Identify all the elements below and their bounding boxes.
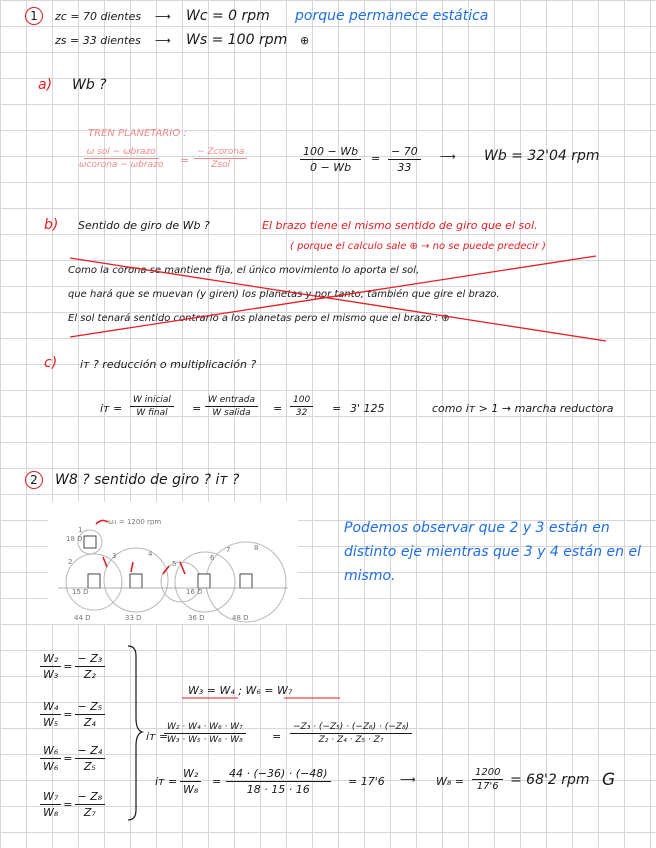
diagram-num-7: 7 (226, 546, 231, 554)
it1-rnum: −Z₃ · (−Z₅) · (−Z₆) · (−Z₈) (290, 722, 412, 734)
w8-den: 17'6 (476, 781, 499, 792)
eq-num: 100 − Wb (300, 145, 361, 160)
equalities-underline (180, 678, 360, 704)
eq-equals: = (371, 152, 381, 165)
equalities: W₃ = W₄ ; W₆ = W₇ (188, 684, 293, 697)
ratio-row (40, 700, 105, 729)
it-result: 3' 125 (350, 402, 385, 415)
ratio-den: W₃ (43, 668, 59, 681)
brace-icon (124, 644, 144, 824)
it-eq-1: = (192, 402, 202, 415)
ratio-row (40, 790, 105, 819)
zc-line: zc = 70 dientes (55, 10, 142, 23)
eq-den: 0 − Wb (310, 161, 352, 174)
ws-line: Ws = 100 rpm (186, 32, 288, 48)
crossed-line-3: El sol tenará sentido contrario a los planetas pero el mismo que el brazo : ⊕ (68, 313, 450, 324)
it1-num: W₂ · W₄ · W₆ · W₇ (164, 722, 246, 734)
tren-den: ωcorona − ωbrazo (79, 160, 164, 170)
crossed-line-1: Como la corona se mantiene fija, el único movimiento lo aporta el sol, (68, 265, 420, 276)
it1-equals: = (272, 730, 282, 743)
it2-result: = 17'6 (348, 775, 385, 788)
arrow-icon: ⟶ (155, 10, 171, 23)
it2-equals: = (212, 775, 222, 788)
w8-num: 1200 (472, 767, 503, 780)
it-fraction-1 (130, 395, 174, 418)
ratio-den: W₈ (43, 806, 59, 819)
ratio-equals: = (63, 798, 73, 811)
diagram-num-4: 4 (148, 550, 153, 558)
ratio-equals: = (63, 660, 73, 673)
ratio-rnum: − Z₅ (75, 700, 106, 715)
it-num-3: 100 (290, 395, 313, 407)
w8-sign: G (602, 770, 616, 790)
it-den-2: W salida (212, 408, 251, 418)
tren-title: TREN PLANETARIO : (88, 128, 187, 139)
ratio-equals: = (63, 708, 73, 721)
ratio-lhs (40, 790, 61, 819)
diagram-num-3: 3 (112, 552, 117, 560)
ratio-rhs (75, 744, 106, 773)
ratio-rhs (75, 790, 106, 819)
ratio-rden: Z₇ (83, 806, 96, 819)
ratio-equals: = (63, 752, 73, 765)
it2-rhs-fraction (226, 767, 331, 796)
ratio-rnum: − Z₄ (75, 744, 106, 759)
arrow-icon: ⟶ (155, 34, 171, 47)
ratio-num: W₇ (40, 790, 61, 805)
diagram-label-g1: 18 D (66, 535, 83, 543)
it-fraction-3 (290, 395, 313, 418)
diagram-num-2: 2 (68, 558, 73, 566)
tren-rhs-den: Zsol (211, 160, 231, 170)
problem-1-number: 1 (25, 7, 43, 25)
problem-2-question: W8 ? sentido de giro ? iт ? (55, 472, 240, 488)
diagram-label-g6: 36 D (188, 614, 205, 622)
gear-train-diagram (48, 502, 298, 624)
ratio-den: W₅ (43, 716, 59, 729)
eq-rhs-den: 33 (397, 161, 412, 174)
it1-lhs: iт = (146, 730, 169, 743)
it1-rden: Z₂ · Z₄ · Z₅ · Z₇ (318, 735, 384, 745)
ratio-lhs (40, 744, 61, 773)
crossed-line-2: que hará que se muevan (y giren) los planetas y por tanto, también que gire el brazo. (68, 289, 500, 300)
diagram-speed-label: ω₁ = 1200 rpm (108, 518, 162, 526)
ratio-num: W₄ (40, 700, 61, 715)
diagram-label-g7: 48 D (232, 614, 249, 622)
it1-den: W₃ · W₅ · W₆ · W₈ (167, 735, 243, 745)
w8-fraction (472, 767, 503, 792)
tren-num: ω sol − ωbrazo (84, 147, 159, 159)
it2-lhs: iт = (155, 775, 178, 788)
ws-sign: ⊕ (300, 34, 310, 47)
part-b-label: b) (44, 217, 59, 233)
ratio-num: W₂ (40, 652, 61, 667)
it-den-1: W final (136, 408, 168, 418)
it-conclusion: como iт > 1 → marcha reductora (432, 402, 614, 415)
ratio-row (40, 744, 105, 773)
diagram-num-8: 8 (254, 544, 259, 552)
observation-note: Podemos observar que 2 y 3 están en distinto eje mientras que 3 y 4 están en el mismo. (344, 520, 641, 584)
it-den-3: 32 (295, 408, 308, 418)
part-a-question: Wb ? (72, 77, 107, 93)
ratio-num: W₆ (40, 744, 61, 759)
it-num-2: W entrada (205, 395, 258, 407)
diagram-label-g5: 16 D (186, 588, 203, 596)
result-wb: Wb = 32'04 rpm (484, 148, 600, 164)
part-c-label: c) (44, 355, 58, 371)
wc-note: porque permanece estática (295, 8, 489, 24)
eq-rhs-num: − 70 (388, 145, 421, 160)
it-eq-3: = (332, 402, 342, 415)
w8-result: = 68'2 rpm (510, 772, 590, 788)
diagram-label-g3: 44 D (74, 614, 91, 622)
diagram-num-1: 1 (78, 526, 83, 534)
problem-2-number: 2 (25, 471, 43, 489)
ratio-rden: Z₄ (83, 716, 96, 729)
it-lhs: iт = (100, 402, 123, 415)
diagram-label-g2: 15 D (72, 588, 89, 596)
ratio-rnum: − Z₃ (75, 652, 106, 667)
it-eq-2: = (273, 402, 283, 415)
it1-rhs-fraction (290, 722, 412, 745)
tren-rhs-num: − Zcorona (194, 147, 247, 159)
part-c-question: iт ? reducción o multiplicación ? (80, 358, 257, 371)
arrow-icon: ⟶ (400, 773, 416, 786)
ratio-lhs (40, 700, 61, 729)
ratio-row (40, 652, 105, 681)
wc-line: Wc = 0 rpm (186, 8, 270, 24)
arrow-icon: ⟶ (440, 150, 456, 163)
w8-lhs: W₈ = (436, 775, 464, 788)
part-b-note: ( porque el calculo sale ⊕ → no se puede predecir ) (290, 241, 546, 252)
it2-num: W₂ (180, 767, 201, 782)
diagram-label-g4: 33 D (125, 614, 142, 622)
it-num-1: W inicial (130, 395, 174, 407)
part-a-label: a) (38, 77, 53, 93)
it-fraction-2 (205, 395, 258, 418)
ratio-lhs (40, 652, 61, 681)
it2-rden: 18 · 15 · 16 (246, 783, 310, 796)
ratio-rhs (75, 700, 106, 729)
ratio-rden: Z₅ (83, 760, 96, 773)
diagram-num-6: 6 (210, 554, 215, 562)
tren-equals: = (180, 154, 190, 167)
zs-line: zs = 33 dientes (55, 34, 141, 47)
it1-fraction (164, 722, 246, 745)
ratio-rnum: − Z₈ (75, 790, 106, 805)
it2-den: W₈ (183, 783, 199, 796)
ratio-den: W₆ (43, 760, 59, 773)
it2-fraction (180, 767, 201, 796)
it2-rnum: 44 · (−36) · (−48) (226, 767, 331, 782)
ratio-rhs (75, 652, 106, 681)
diagram-num-5: 5 (172, 560, 177, 568)
part-b-answer: El brazo tiene el mismo sentido de giro que el sol. (262, 219, 538, 232)
part-b-question: Sentido de giro de Wb ? (78, 219, 210, 232)
ratio-rden: Z₂ (83, 668, 96, 681)
